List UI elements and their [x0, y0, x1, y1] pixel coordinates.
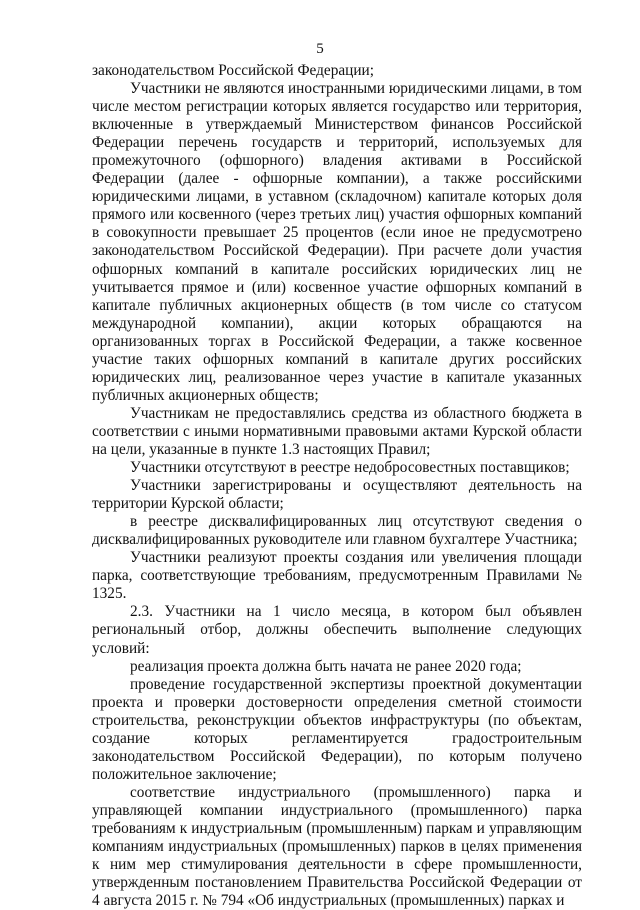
paragraph-continuation: законодательством Российской Федерации;: [92, 62, 374, 79]
paragraph-park-compliance: соответствие индустриального (промышленного) парка и управляющей компании индустриального (промышленного) парка требованиям к индустриальным (промышленным) паркам и управляющим компаниям индустриальных (промышленных) парков в целях применения к ним мер стимулирования деятельности в сфере промышленности, утвержденным постановлением Правительства Российской Федерации от 4 августа 2015 г. № 794 «Об индустриальных (промышленных) парках и: [92, 783, 582, 910]
paragraph-park-projects: Участники реализуют проекты создания или увеличения площади парка, соответствующие требованиям, предусмотренным Правилами № 1325.: [92, 549, 582, 603]
paragraph-budget-funds: Участникам не предоставлялись средства из областного бюджета в соответствии с иными нормативными правовыми актами Курской области на цели, указанные в пункте 1.3 настоящих Правил;: [92, 404, 582, 458]
paragraph-disqualified: в реестре дисквалифицированных лиц отсутствуют сведения о дисквалифицированных руководителе или главном бухгалтере Участника;: [92, 513, 582, 549]
paragraph-state-expertise: проведение государственной экспертизы проектной документации проекта и проверки достоверности определения сметной стоимости строительства, реконструкции объектов инфраструктуры (по объектам, создание которых регламентируется градостроительным законодательством Российской Федерации), по которым получено положительное заключение;: [92, 675, 582, 783]
paragraph-unfair-suppliers: Участники отсутствуют в реестре недобросовестных поставщиков;: [130, 459, 570, 477]
page-number: 5: [316, 41, 324, 57]
paragraph-section-2-3: 2.3. Участники на 1 число месяца, в котором был объявлен региональный отбор, должны обеспечить выполнение следующих условий:: [92, 603, 582, 657]
paragraph-registration: Участники зарегистрированы и осуществляют деятельность на территории Курской области;: [92, 477, 582, 513]
document-body: [92, 62, 582, 910]
paragraph-offshore-condition: Участники не являются иностранными юридическими лицами, в том числе местом регистрации которых является государство или территория, включенные в утверждаемый Министерством финансов Российской Федерации перечень государств и территорий, используемых для промежуточного (офшорного) владения активами в Российской Федерации (далее - офшорные компании), а также российскими юридическими лицами, в уставном (складочном) капитале которых доля прямого или косвенного (через третьих лиц) участия офшорных компаний в совокупности превышает 25 процентов (если иное не предусмотрено законодательством Российской Федерации). При расчете доли участия офшорных компаний в капитале российских юридических лиц не учитывается прямое и (или) косвенное участие офшорных компаний в капитале публичных акционерных обществ (в том числе со статусом международной компании), акции которых обращаются на организованных торгах в Российской Федерации, а также косвенное участие таких офшорных компаний в капитале других российских юридических лиц, реализованное через участие в капитале указанных публичных акционерных обществ;: [92, 80, 582, 404]
paragraph-project-start: реализация проекта должна быть начата не ранее 2020 года;: [130, 657, 522, 675]
